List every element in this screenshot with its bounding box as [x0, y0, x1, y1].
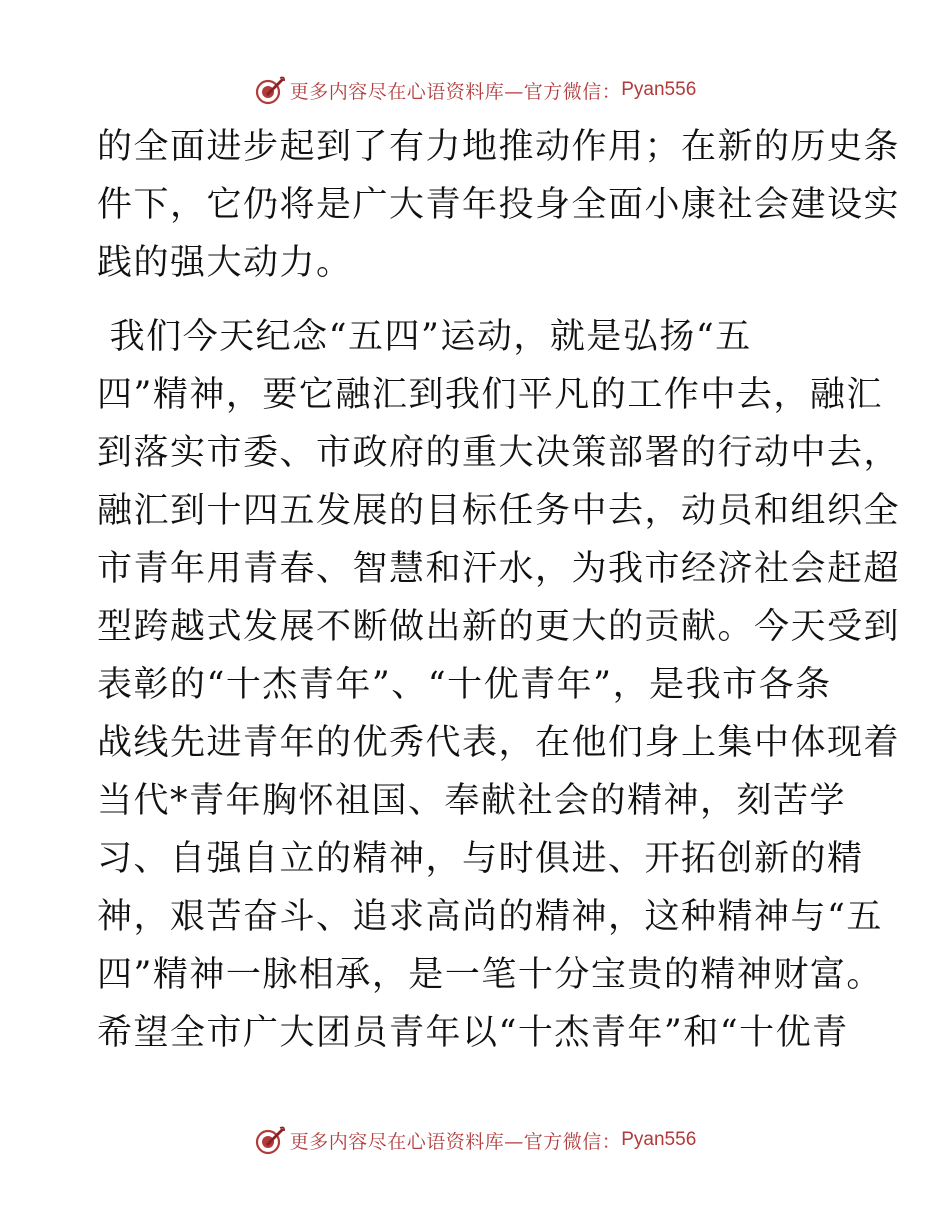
- banner-text: 更多内容尽在心语资料库—官方微信：: [289, 80, 622, 103]
- text-line: 践的强大动力。: [97, 243, 353, 283]
- text-line: 融汇到十四五发展的目标任务中去，动员和组织全: [97, 491, 901, 531]
- text-line: 四”精神，要它融汇到我们平凡的工作中去，融汇: [97, 375, 883, 415]
- text-line: 到落实市委、市政府的重大决策部署的行动中去，: [97, 433, 901, 473]
- banner-wechat-id: Pyan556: [621, 79, 697, 100]
- banner-text: 更多内容尽在心语资料库—官方微信：: [289, 1130, 622, 1153]
- document-body: [97, 118, 901, 1062]
- text-line: 型跨越式发展不断做出新的更大的贡献。今天受到: [97, 607, 901, 647]
- paragraph: [97, 308, 901, 1062]
- text-line: 件下，它仍将是广大青年投身全面小康社会建设实: [97, 185, 901, 225]
- header-banner: [0, 70, 950, 110]
- text-line: 战线先进青年的优秀代表，在他们身上集中体现着: [97, 723, 901, 763]
- quill-pen-logo-icon: [254, 74, 286, 106]
- quill-pen-logo-icon: [254, 1124, 286, 1156]
- text-line: 习、自强自立的精神，与时俱进、开拓创新的精: [97, 839, 864, 879]
- text-line: 我们今天纪念“五四”运动，就是弘扬“五: [97, 317, 752, 357]
- banner-wechat-id: Pyan556: [621, 1129, 697, 1150]
- text-line: 的全面进步起到了有力地推动作用；在新的历史条: [97, 127, 901, 167]
- text-line: 市青年用青春、智慧和汗水，为我市经济社会赶超: [97, 549, 901, 589]
- text-line: 表彰的“十杰青年”、“十优青年”，是我市各条: [97, 665, 832, 705]
- text-line: 四”精神一脉相承，是一笔十分宝贵的精神财富。: [97, 955, 883, 995]
- text-line: 当代*青年胸怀祖国、奉献社会的精神，刻苦学: [97, 781, 847, 821]
- paragraph: [97, 118, 901, 292]
- text-line: 神，艰苦奋斗、追求高尚的精神，这种精神与“五: [97, 897, 883, 937]
- footer-banner: [0, 1120, 950, 1160]
- text-line: 希望全市广大团员青年以“十杰青年”和“十优青: [97, 1013, 849, 1053]
